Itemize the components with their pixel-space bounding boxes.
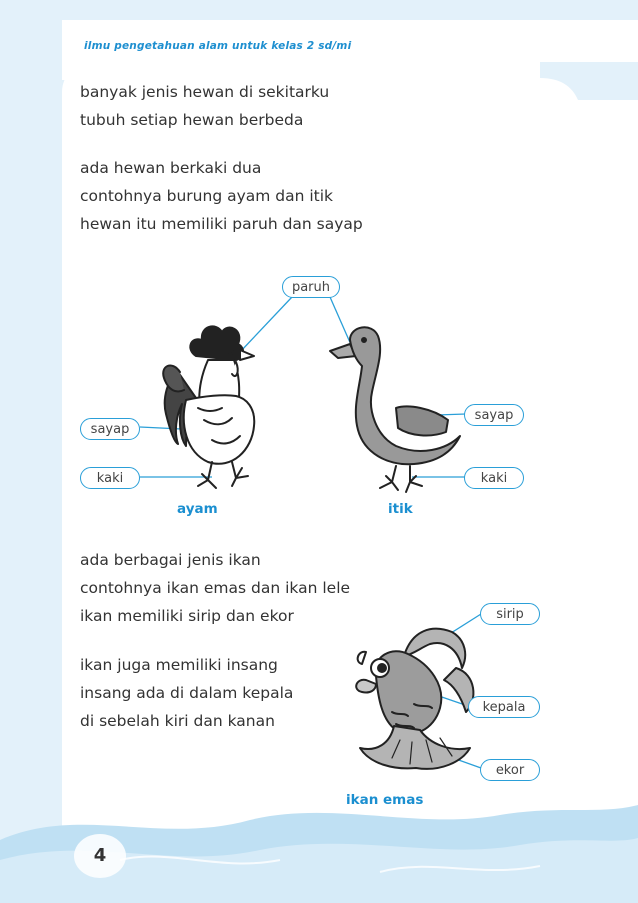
label-kaki-ayam: kaki	[80, 467, 140, 489]
header-title: ilmu pengetahuan alam untuk kelas 2 sd/mi	[84, 40, 352, 52]
label-kepala: kepala	[468, 696, 540, 718]
text-line: insang ada di dalam kepala	[80, 684, 294, 702]
birds-paragraph	[80, 154, 363, 238]
caption-ayam: ayam	[177, 501, 218, 517]
text-line: di sebelah kiri dan kanan	[80, 712, 275, 730]
page-number: 4	[93, 845, 107, 866]
label-kaki-itik: kaki	[464, 467, 524, 489]
text-line: ikan juga memiliki insang	[80, 656, 278, 674]
caption-itik: itik	[388, 501, 413, 517]
fish-paragraph	[80, 546, 350, 630]
label-sayap-itik: sayap	[464, 404, 524, 426]
label-sayap-ayam: sayap	[80, 418, 140, 440]
label-paruh: paruh	[282, 276, 340, 298]
text-line: ada hewan berkaki dua	[80, 159, 262, 177]
text-line: contohnya burung ayam dan itik	[80, 187, 334, 205]
label-ekor: ekor	[480, 759, 540, 781]
text-line: contohnya ikan emas dan ikan lele	[80, 579, 351, 597]
text-line: tubuh setiap hewan berbeda	[80, 111, 304, 129]
gill-paragraph	[80, 651, 293, 735]
label-sirip: sirip	[480, 603, 540, 625]
caption-ikan-emas: ikan emas	[346, 792, 424, 808]
text-line: ikan memiliki sirip dan ekor	[80, 607, 294, 625]
text-line: hewan itu memiliki paruh dan sayap	[80, 215, 363, 233]
text-line: ada berbagai jenis ikan	[80, 551, 261, 569]
intro-paragraph	[80, 78, 329, 134]
text-line: banyak jenis hewan di sekitarku	[80, 83, 330, 101]
